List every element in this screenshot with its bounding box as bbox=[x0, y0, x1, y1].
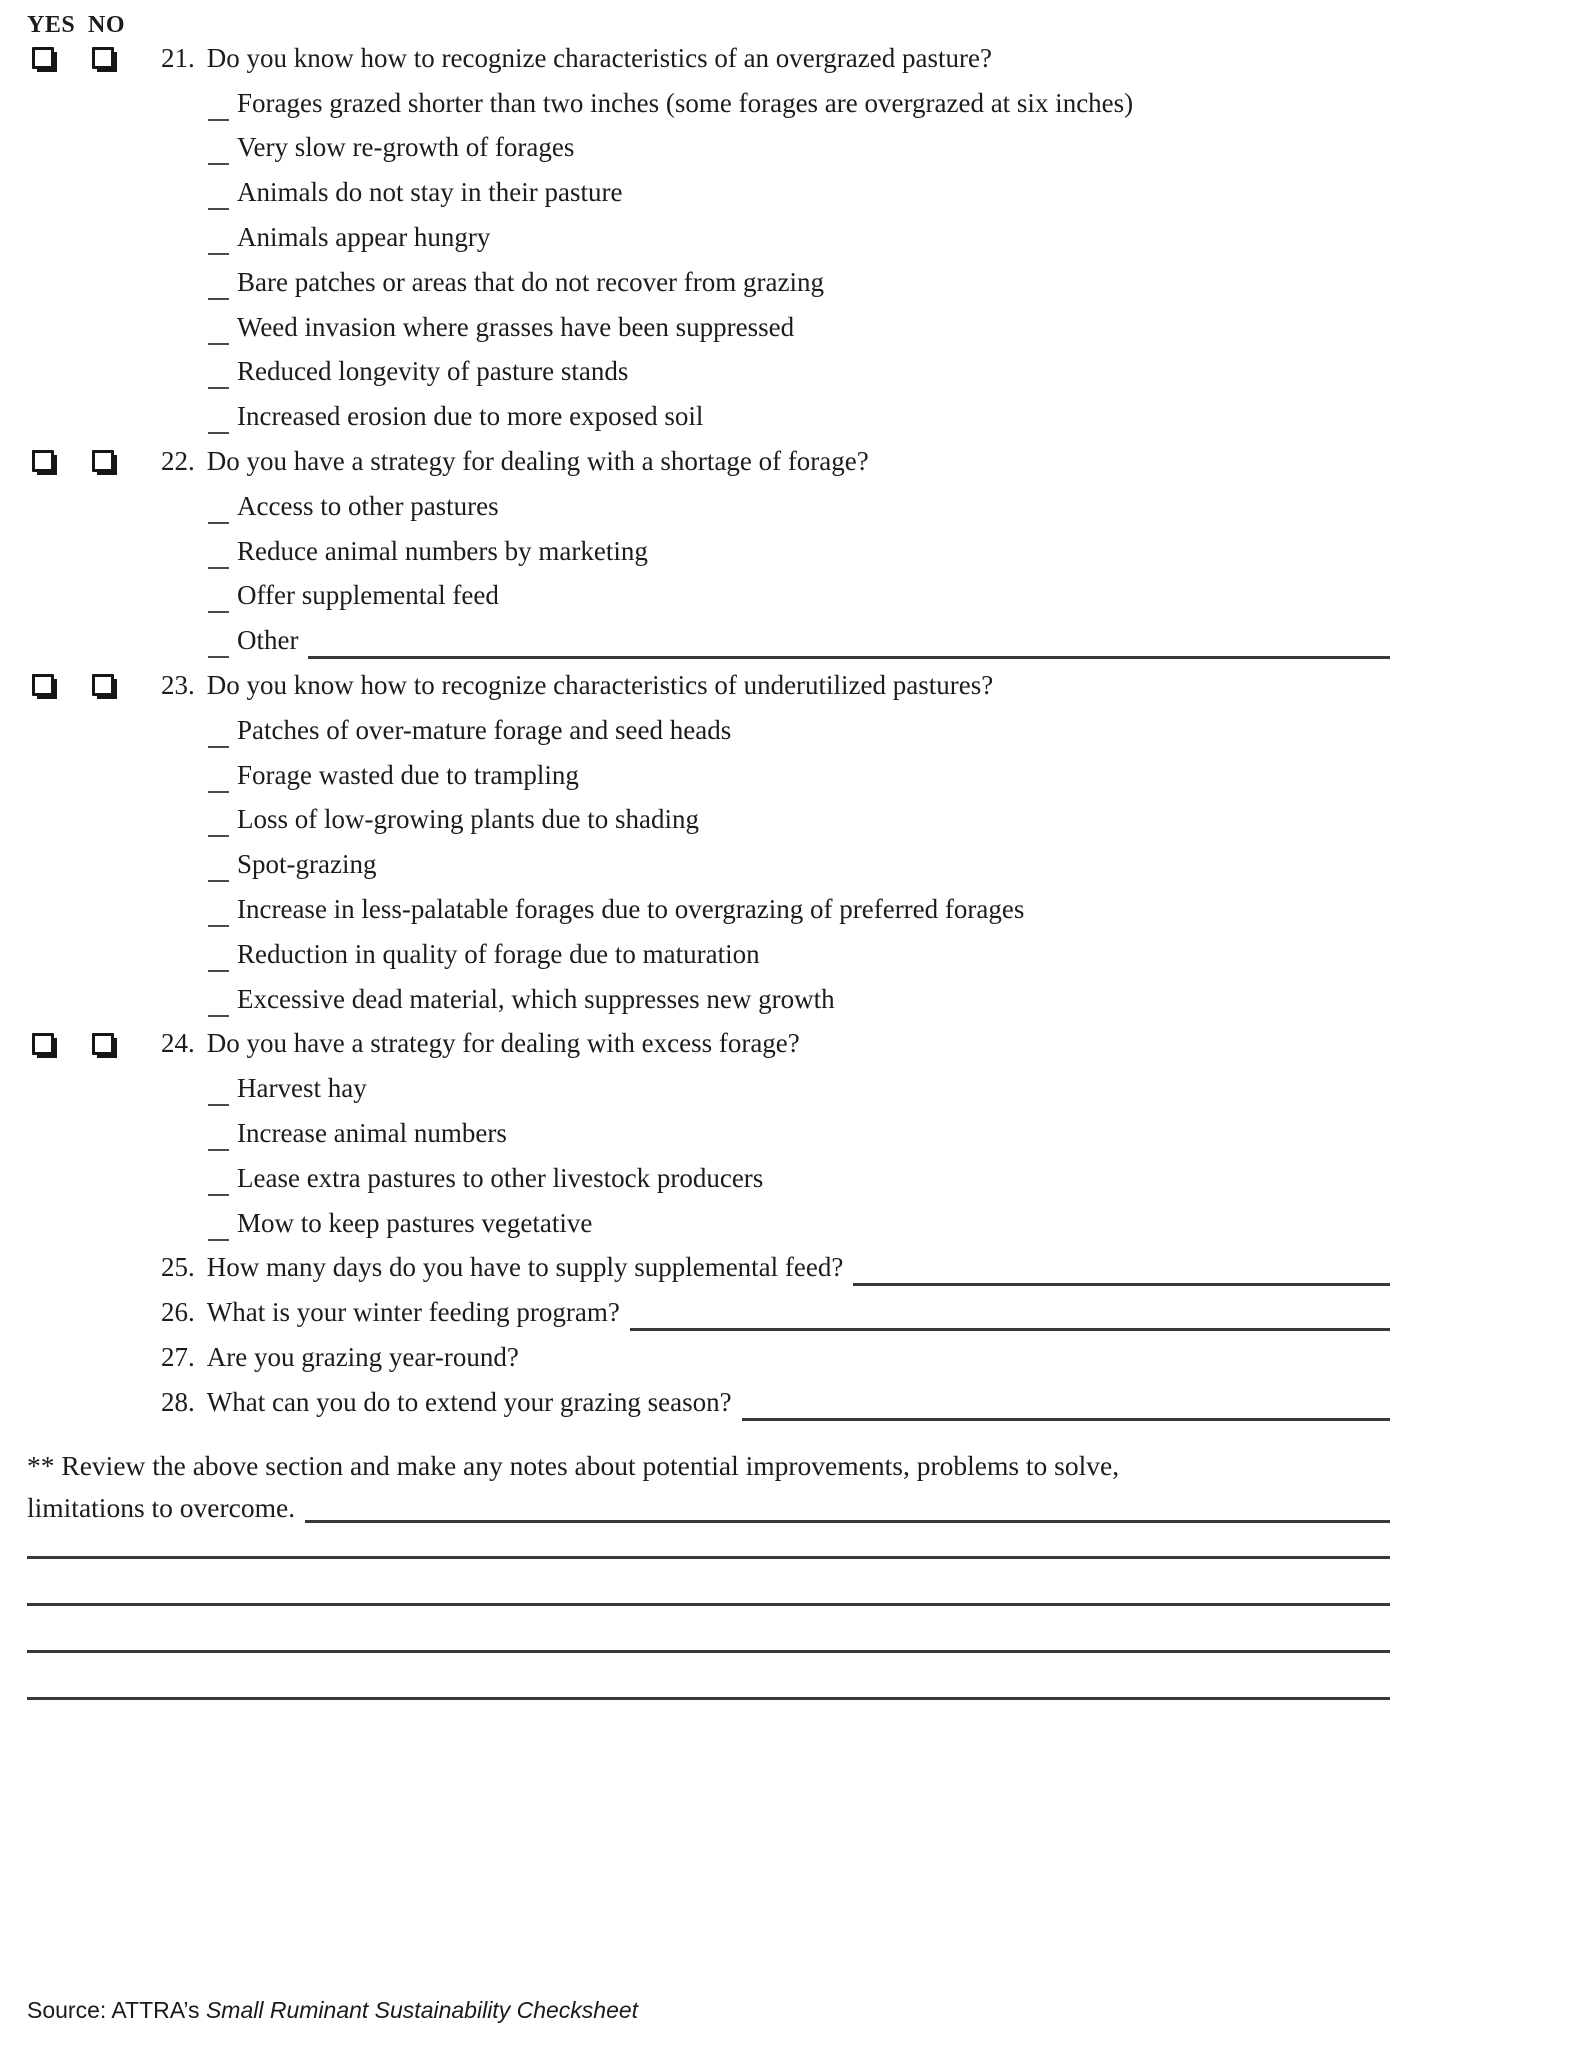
sub-item-label: Forages grazed shorter than two inches (some forages are overgrazed at six inches) bbox=[237, 87, 1134, 118]
blank-prefix-line bbox=[208, 1071, 229, 1106]
blank-prefix-line bbox=[208, 623, 229, 658]
row-content bbox=[161, 1380, 1390, 1425]
sub-item-label: Increase animal numbers bbox=[237, 1118, 507, 1149]
question-label: Are you grazing year-round? bbox=[206, 1342, 519, 1372]
checklist-rows bbox=[0, 36, 1390, 1425]
blank-note-lines bbox=[27, 1512, 1390, 1700]
blank-note-line[interactable] bbox=[27, 1559, 1390, 1606]
row-content bbox=[208, 932, 1390, 977]
sub-item-row bbox=[0, 753, 1390, 798]
question-label: Do you have a strategy for dealing with excess forage? bbox=[206, 1028, 800, 1059]
row-content bbox=[208, 1066, 1390, 1111]
row-content bbox=[161, 36, 1390, 81]
source-caption-prefix: Source: ATTRA’s bbox=[27, 1997, 206, 2023]
blank-prefix-line bbox=[208, 354, 229, 389]
sub-item-row bbox=[0, 126, 1390, 171]
blank-prefix-line bbox=[208, 847, 229, 882]
sub-item-row bbox=[0, 484, 1390, 529]
question-number: 21. bbox=[161, 42, 195, 73]
blank-prefix-line bbox=[208, 578, 229, 613]
yes-checkbox[interactable] bbox=[32, 674, 54, 696]
question-row bbox=[0, 439, 1390, 484]
yes-checkbox[interactable] bbox=[32, 47, 54, 69]
row-content bbox=[208, 126, 1390, 171]
sub-item-row bbox=[0, 529, 1390, 574]
sub-item-label: Increase in less-palatable forages due to overgrazing of preferred forages bbox=[237, 894, 1025, 925]
question-number: 24. bbox=[161, 1028, 195, 1059]
sub-item-label: Very slow re-growth of forages bbox=[237, 132, 575, 163]
blank-prefix-line bbox=[208, 713, 229, 748]
no-checkbox[interactable] bbox=[92, 47, 114, 69]
sub-item-row bbox=[0, 977, 1390, 1022]
sub-item-row bbox=[0, 1156, 1390, 1201]
yes-checkbox[interactable] bbox=[32, 1033, 54, 1055]
row-content bbox=[208, 708, 1390, 753]
blank-prefix-line bbox=[208, 534, 229, 569]
question-row bbox=[0, 36, 1390, 81]
row-content bbox=[208, 753, 1390, 798]
question-label: How many days do you have to supply supplemental feed? bbox=[206, 1252, 844, 1283]
blank-prefix-line bbox=[208, 399, 229, 434]
blank-note-line[interactable] bbox=[27, 1606, 1390, 1653]
row-content bbox=[161, 1246, 1390, 1291]
review-note-line-1 bbox=[27, 1445, 1390, 1487]
row-content bbox=[208, 260, 1390, 305]
sub-item-row bbox=[0, 618, 1390, 663]
blank-prefix-line bbox=[208, 175, 229, 210]
question-label: What can you do to extend your grazing season? bbox=[206, 1386, 732, 1417]
question-row bbox=[0, 1380, 1390, 1425]
sub-item-label: Weed invasion where grasses have been suppressed bbox=[237, 311, 795, 342]
blank-prefix-line bbox=[208, 130, 229, 165]
sub-item-label: Reduction in quality of forage due to maturation bbox=[237, 938, 760, 969]
question-row bbox=[0, 1290, 1390, 1335]
sub-item-label: Excessive dead material, which suppresses new growth bbox=[237, 983, 835, 1014]
blank-note-line[interactable] bbox=[27, 1653, 1390, 1700]
fill-in-line[interactable] bbox=[853, 1249, 1390, 1286]
question-number: 26. bbox=[161, 1297, 195, 1328]
sub-item-label: Animals appear hungry bbox=[237, 222, 491, 253]
row-content bbox=[208, 81, 1390, 126]
blank-prefix-line bbox=[208, 1206, 229, 1241]
sub-item-label: Mow to keep pastures vegetative bbox=[237, 1207, 593, 1238]
sub-item-label: Loss of low-growing plants due to shading bbox=[237, 804, 699, 835]
source-caption-title: Small Ruminant Sustainability Checksheet bbox=[205, 1997, 639, 2023]
sub-item-row bbox=[0, 842, 1390, 887]
fill-in-line[interactable] bbox=[742, 1384, 1390, 1421]
sub-item-row bbox=[0, 350, 1390, 395]
row-content bbox=[161, 439, 1390, 484]
row-content bbox=[208, 394, 1390, 439]
review-note-text-2: limitations to overcome. bbox=[27, 1492, 296, 1524]
sub-item-label: Access to other pastures bbox=[237, 490, 499, 521]
yes-checkbox[interactable] bbox=[32, 450, 54, 472]
sub-item-row bbox=[0, 887, 1390, 932]
row-content bbox=[208, 350, 1390, 395]
question-label: What is your winter feeding program? bbox=[206, 1297, 620, 1328]
row-content bbox=[208, 798, 1390, 843]
sub-item-label: Other bbox=[237, 625, 299, 656]
row-content bbox=[208, 977, 1390, 1022]
question-number: 28. bbox=[161, 1386, 195, 1417]
blank-prefix-line bbox=[208, 489, 229, 524]
blank-prefix-line bbox=[208, 310, 229, 345]
row-content bbox=[208, 484, 1390, 529]
sub-item-label: Forage wasted due to trampling bbox=[237, 759, 579, 790]
sub-item-row bbox=[0, 708, 1390, 753]
blank-prefix-line bbox=[208, 220, 229, 255]
sub-item-row bbox=[0, 1066, 1390, 1111]
sub-item-row bbox=[0, 394, 1390, 439]
no-checkbox[interactable] bbox=[92, 1033, 114, 1055]
question-row bbox=[0, 663, 1390, 708]
blank-prefix-line bbox=[208, 86, 229, 121]
question-label: Do you have a strategy for dealing with a shortage of forage? bbox=[206, 446, 869, 477]
sub-item-row bbox=[0, 305, 1390, 350]
yes-column-label: YES bbox=[27, 12, 76, 38]
row-content bbox=[208, 887, 1390, 932]
sub-item-label: Reduced longevity of pasture stands bbox=[237, 356, 629, 387]
row-content bbox=[208, 215, 1390, 260]
row-content bbox=[208, 529, 1390, 574]
question-row bbox=[0, 1022, 1390, 1067]
row-content bbox=[208, 1201, 1390, 1246]
sub-item-label: Increased erosion due to more exposed soil bbox=[237, 401, 704, 432]
sub-item-label: Animals do not stay in their pasture bbox=[237, 177, 623, 208]
sub-item-row bbox=[0, 574, 1390, 619]
sub-item-label: Harvest hay bbox=[237, 1073, 367, 1104]
row-content bbox=[208, 1156, 1390, 1201]
no-checkbox[interactable] bbox=[92, 674, 114, 696]
sub-item-row bbox=[0, 260, 1390, 305]
question-row bbox=[0, 1335, 1390, 1380]
sub-item-row bbox=[0, 170, 1390, 215]
sub-item-row bbox=[0, 932, 1390, 977]
blank-prefix-line bbox=[208, 758, 229, 793]
row-content bbox=[161, 1022, 1390, 1067]
row-content bbox=[161, 1335, 1390, 1380]
fill-in-line[interactable] bbox=[630, 1294, 1390, 1331]
row-content bbox=[161, 1290, 1390, 1335]
fill-in-line[interactable] bbox=[308, 622, 1390, 659]
question-number: 22. bbox=[161, 446, 195, 477]
sub-item-label: Lease extra pastures to other livestock producers bbox=[237, 1162, 764, 1193]
row-content bbox=[208, 1111, 1390, 1156]
sub-item-label: Bare patches or areas that do not recover from grazing bbox=[237, 266, 824, 297]
blank-prefix-line bbox=[208, 802, 229, 837]
sub-item-label: Spot-grazing bbox=[237, 849, 377, 880]
row-content bbox=[208, 618, 1390, 663]
no-column-label: NO bbox=[88, 12, 125, 38]
sub-item-label: Patches of over-mature forage and seed heads bbox=[237, 714, 732, 745]
question-row bbox=[0, 1246, 1390, 1291]
yes-no-column-header bbox=[0, 12, 160, 38]
blank-note-line[interactable] bbox=[27, 1512, 1390, 1559]
sub-item-row bbox=[0, 1111, 1390, 1156]
blank-prefix-line bbox=[208, 1161, 229, 1196]
source-caption bbox=[27, 1997, 638, 2024]
sub-item-row bbox=[0, 215, 1390, 260]
sub-item-label: Reduce animal numbers by marketing bbox=[237, 535, 648, 566]
blank-prefix-line bbox=[208, 892, 229, 927]
sub-item-row bbox=[0, 1201, 1390, 1246]
row-content bbox=[208, 842, 1390, 887]
blank-prefix-line bbox=[208, 937, 229, 972]
row-content bbox=[208, 170, 1390, 215]
sub-item-label: Offer supplemental feed bbox=[237, 580, 499, 611]
row-content bbox=[208, 574, 1390, 619]
review-note-text-1: ** Review the above section and make any notes about potential improvements, problems to solve, bbox=[27, 1450, 1120, 1482]
blank-prefix-line bbox=[208, 1116, 229, 1151]
no-checkbox[interactable] bbox=[92, 450, 114, 472]
blank-prefix-line bbox=[208, 265, 229, 300]
row-content bbox=[161, 663, 1390, 708]
sub-item-row bbox=[0, 798, 1390, 843]
sub-item-row bbox=[0, 81, 1390, 126]
question-number: 23. bbox=[161, 670, 195, 701]
row-content bbox=[208, 305, 1390, 350]
blank-prefix-line bbox=[208, 982, 229, 1017]
question-label: Do you know how to recognize characteristics of underutilized pastures? bbox=[206, 670, 994, 701]
question-number: 27. bbox=[161, 1342, 195, 1372]
question-number: 25. bbox=[161, 1252, 195, 1283]
question-label: Do you know how to recognize characteristics of an overgrazed pasture? bbox=[206, 42, 992, 73]
